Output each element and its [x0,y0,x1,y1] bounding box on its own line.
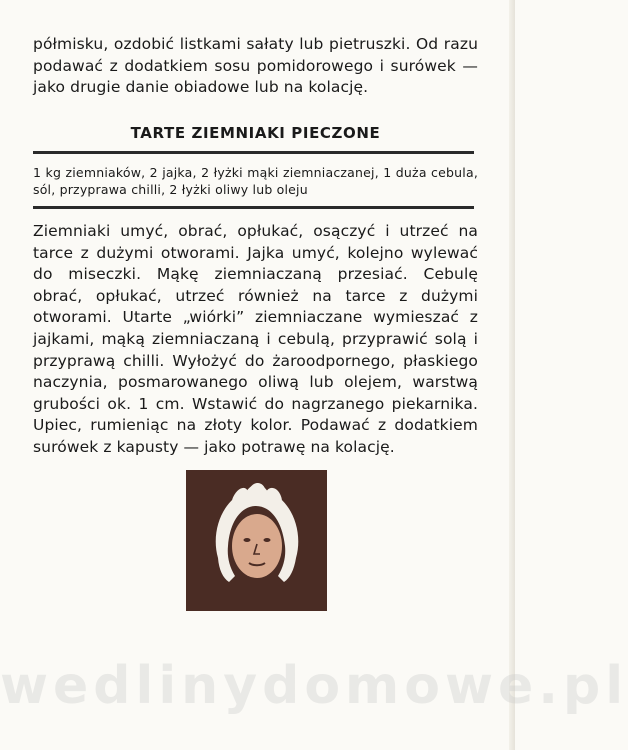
intro-paragraph: półmisku, ozdobić listkami sałaty lub pietruszki. Od razu podawać z dodatkiem sosu pomidorowego i surówek — jako drugie danie obiadowe lub na kolację. [33,35,478,97]
watermark: wedlinydomowe.pl [0,656,628,716]
left-eye [244,538,251,542]
recipe-title: TARTE ZIEMNIAKI PIECZONE [130,124,381,142]
divider-top [33,151,474,154]
right-eye [264,538,271,542]
face-illustration-icon [186,470,327,611]
page-edge [509,0,515,750]
method-paragraph: Ziemniaki umyć, obrać, opłukać, osączyć i utrzeć na tarce z dużymi otworami. Jajka umyć, kolejno wylewać do miseczki. Mąkę ziemniaczaną przesiać. Cebulę obrać, opłukać, utrzeć również na tarce z dużymi otworami. Utarte „wiórki” ziemniaczane wymieszać z jajkami, mąką ziemniaczaną i cebulą, przyprawić solą i przyprawą chilli. Wyłożyć do żaroodpornego, płaskiego naczynia, posmarowanego oliwą lub olejem, warstwą grubości ok. 1 cm. Wstawić do nagrzanego piekarnika. Upiec, rumieniąc na złoty kolor. Podawać z dodatkiem surówek z kapusty — jako potrawę na kolację. [33,222,478,456]
ingredients-list: 1 kg ziemniaków, 2 jajka, 2 łyżki mąki ziemniaczanej, 1 duża cebula, sól, przyprawa chilli, 2 łyżki oliwy lub oleju [33,165,478,197]
bonnet-ruffle [232,483,282,500]
face-illustration-graphic [186,470,327,611]
divider-bottom [33,206,474,209]
